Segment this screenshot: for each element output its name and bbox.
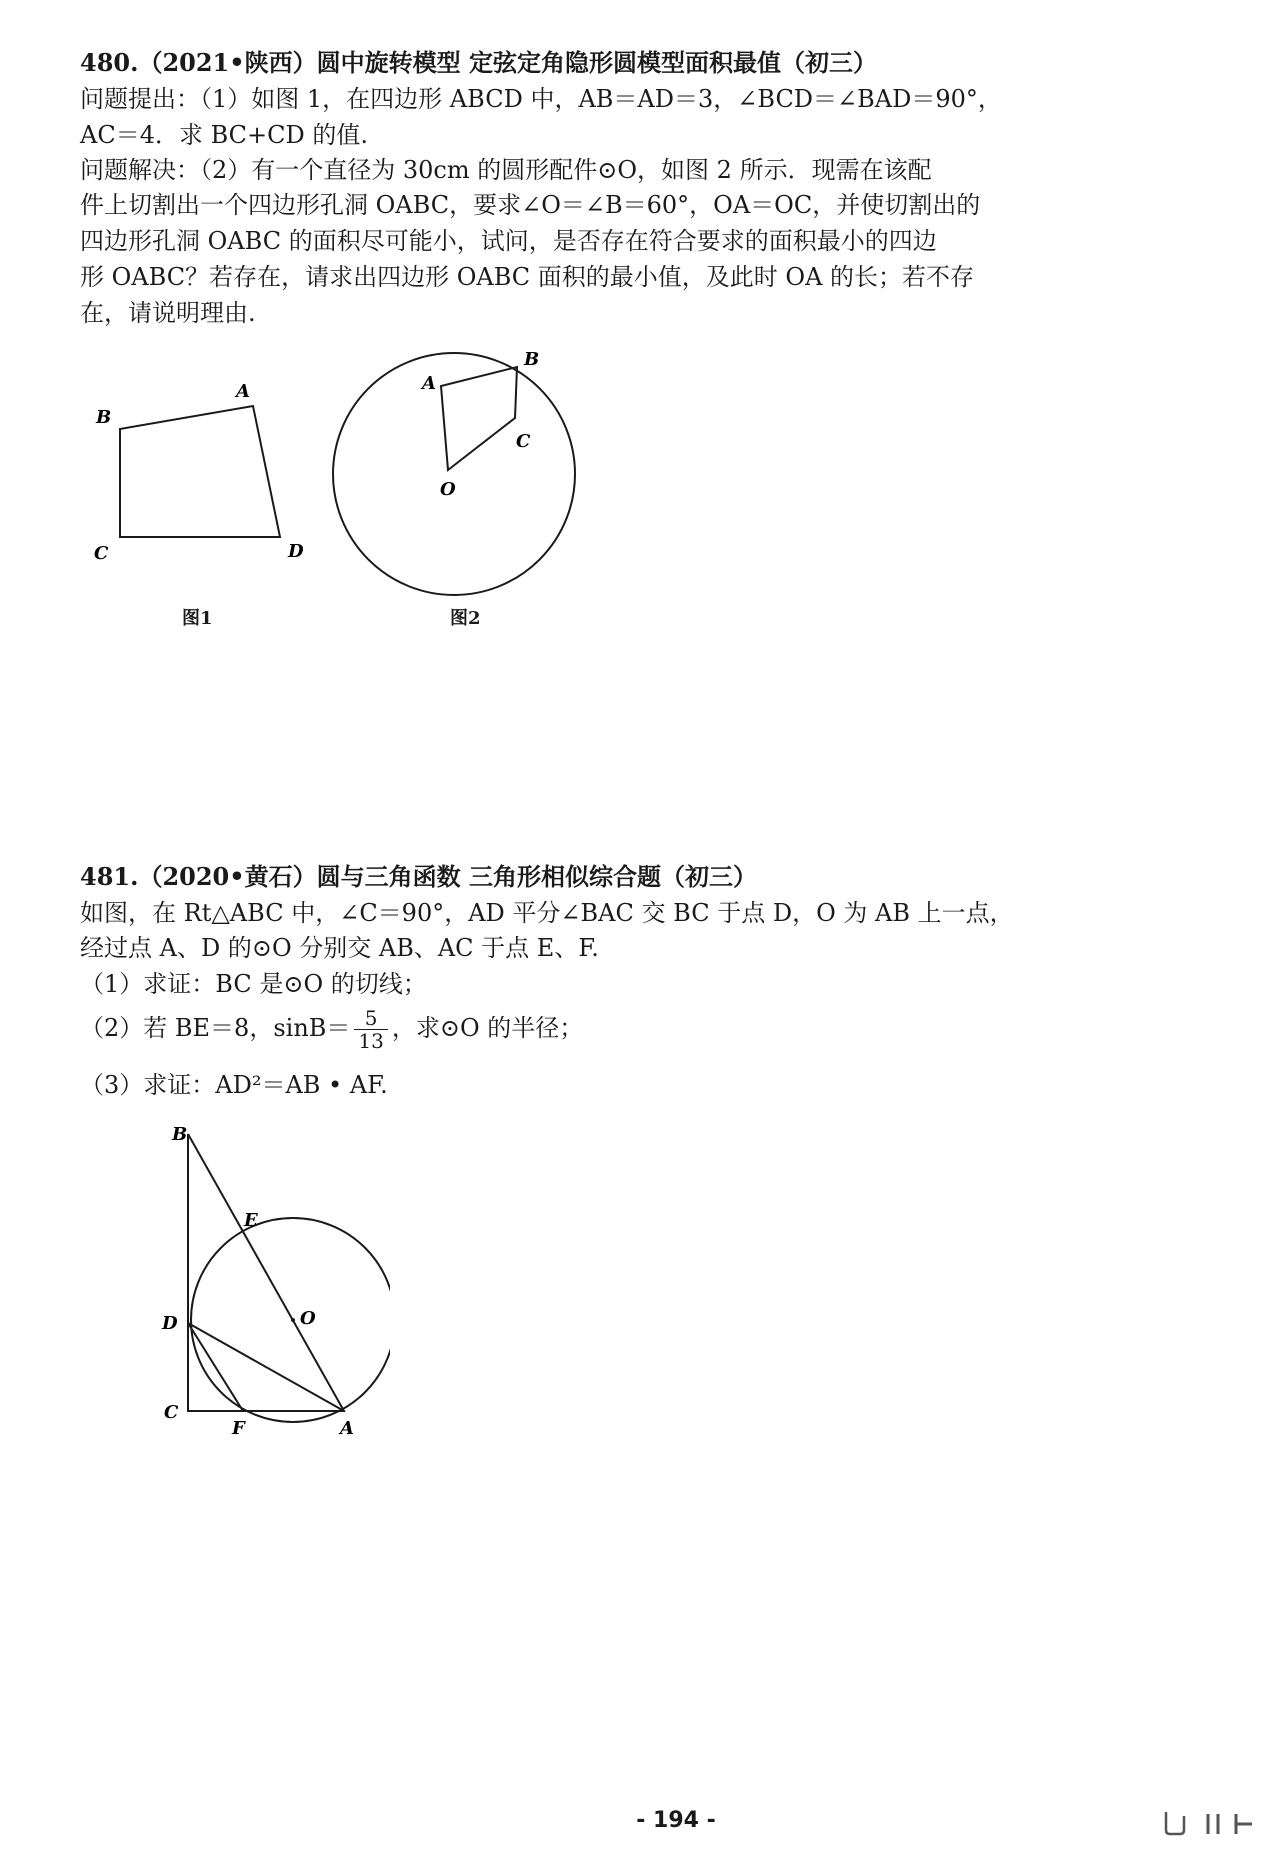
figure-2-caption: 图2 [450, 608, 481, 629]
q2-suffix: ，求⊙O 的半径； [391, 1014, 584, 1042]
label-o: O [300, 1308, 316, 1329]
problem-480-line: AC＝4．求 BC+CD 的值. [80, 121, 369, 149]
problem-480-line: 问题解决：（2）有一个直径为 30cm 的圆形配件⊙O，如图 2 所示．现需在该配 [80, 156, 932, 184]
problem-481-line: 如图，在 Rt△ABC 中，∠C＝90°，AD 平分∠BAC 交 BC 于点 D，O 为 AB 上一点， [80, 899, 1014, 927]
quadrilateral-abcd [120, 406, 280, 537]
quadrilateral-oabc [441, 367, 517, 470]
figure-1-caption: 图1 [182, 608, 213, 629]
problem-481-q2 [80, 1007, 583, 1052]
figure-481-triangle-circle [150, 1112, 390, 1452]
q2-prefix: （2）若 BE＝8，sinB＝ [80, 1014, 351, 1042]
label-o: O [440, 479, 456, 500]
segment-df [188, 1323, 243, 1411]
label-d: D [162, 1313, 178, 1334]
label-b: B [172, 1124, 188, 1145]
label-c: C [516, 431, 531, 452]
segment-ad [188, 1323, 344, 1411]
circle-o [191, 1218, 390, 1422]
problem-480-line: 在，请说明理由. [80, 299, 256, 327]
point-o [291, 1318, 295, 1322]
problem-480-line: 四边形孔洞 OABC 的面积尽可能小，试问，是否存在符合要求的面积最小的四边 [80, 227, 937, 255]
figure-2-circle [320, 345, 580, 605]
label-a: A [340, 1418, 354, 1439]
problem-480-heading: 480.（2021•陕西）圆中旋转模型 定弦定角隐形圆模型面积最值（初三） [80, 48, 877, 77]
label-f: F [232, 1418, 245, 1439]
label-a: A [236, 381, 250, 402]
problem-481-q3: （3）求证：AD²＝AB • AF. [80, 1071, 388, 1099]
label-e: E [244, 1210, 258, 1231]
label-c: C [164, 1402, 179, 1423]
problem-480-line: 形 OABC？若存在，请求出四边形 OABC 面积的最小值，及此时 OA 的长；若不存 [80, 263, 975, 291]
fraction-numerator: 5 [354, 1007, 387, 1030]
fraction-denominator: 13 [358, 1029, 384, 1053]
problem-480-line: 问题提出：（1）如图 1，在四边形 ABCD 中，AB＝AD＝3，∠BCD＝∠BAD＝90°， [80, 85, 1002, 113]
figure-1-quadrilateral [80, 365, 340, 575]
label-d: D [288, 541, 304, 562]
problem-480-line: 件上切割出一个四边形孔洞 OABC，要求∠O＝∠B＝60°，OA＝OC，并使切割出的 [80, 191, 981, 219]
triangle-abc [188, 1134, 344, 1411]
label-b: B [96, 407, 112, 428]
label-c: C [94, 543, 109, 564]
label-a: A [422, 373, 436, 394]
label-b: B [524, 349, 540, 370]
problem-481-line: 经过点 A、D 的⊙O 分别交 AB、AC 于点 E、F. [80, 934, 599, 962]
circle-o [333, 353, 575, 595]
page-number: - 194 - [636, 1808, 716, 1833]
fraction-5-13 [354, 1007, 387, 1052]
problem-481-heading: 481.（2020•黄石）圆与三角函数 三角形相似综合题（初三） [80, 862, 757, 891]
decorative-marks [1160, 1808, 1264, 1836]
problem-481-line: （1）求证：BC 是⊙O 的切线； [80, 970, 427, 998]
